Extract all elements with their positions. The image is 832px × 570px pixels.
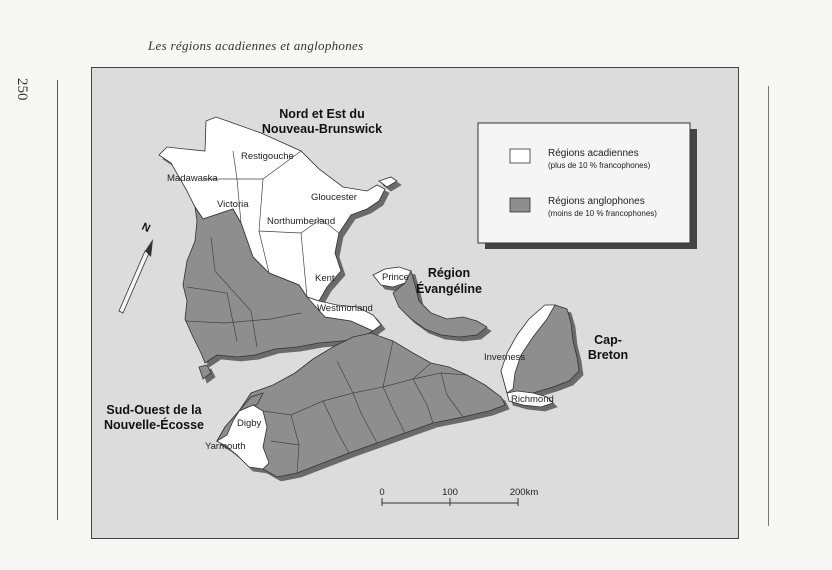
region-label-cap-breton-line2: Breton <box>587 348 629 362</box>
ns-southwest-acadian <box>217 405 269 469</box>
scale-tick-0: 0 <box>379 487 385 498</box>
county-label-digby: Digby <box>237 418 262 429</box>
map-svg <box>92 68 738 538</box>
county-label-northumberland: Northumberland <box>267 216 336 227</box>
north-arrow-label: N <box>139 220 153 236</box>
county-label-madawaska: Madawaska <box>167 173 218 184</box>
county-label-yarmouth: Yarmouth <box>205 441 246 452</box>
region-label-so-ne-line2: Nouvelle-Écosse <box>103 418 205 432</box>
nb-small-island <box>379 177 397 187</box>
legend <box>478 123 697 249</box>
page-number: 250 <box>14 78 30 101</box>
left-rule <box>57 80 58 520</box>
region-label-ne-nb-line2: Nouveau-Brunswick <box>261 122 383 136</box>
north-arrow <box>119 221 153 313</box>
county-label-prince: Prince <box>382 272 409 283</box>
county-label-kent: Kent <box>315 273 335 284</box>
legend-swatch-anglophone <box>510 198 530 212</box>
scale-tick-100: 100 <box>442 487 458 498</box>
county-label-inverness: Inverness <box>484 352 526 363</box>
legend-label-anglophone: Régions anglophones <box>548 196 645 207</box>
legend-label-acadian: Régions acadiennes <box>548 148 639 159</box>
page-header-title: Les régions acadiennes et anglophones <box>148 38 364 53</box>
legend-sublabel-acadian: (plus de 10 % francophones) <box>548 161 651 170</box>
county-label-gloucester: Gloucester <box>311 192 357 203</box>
region-label-ne-nb-line1: Nord et Est du <box>279 107 365 121</box>
ns-mainland-anglophone <box>239 333 505 477</box>
scale-tick-200: 200km <box>509 487 539 498</box>
scale-bar <box>379 487 538 506</box>
region-label-so-ne-line1: Sud-Ouest de la <box>106 403 202 417</box>
nb-grand-manan <box>199 365 211 379</box>
map-frame <box>91 67 739 539</box>
legend-swatch-acadian <box>510 149 530 163</box>
county-label-richmond: Richmond <box>511 394 554 405</box>
region-label-evangeline-line2: Évangéline <box>416 282 482 296</box>
region-label-evangeline-line1: Région <box>427 266 471 280</box>
county-label-restigouche: Restigouche <box>241 151 294 162</box>
region-label-cap-breton-line1: Cap- <box>594 333 622 347</box>
county-label-westmorland: Westmorland <box>317 303 373 314</box>
legend-sublabel-anglophone: (moins de 10 % francophones) <box>548 209 657 218</box>
county-label-victoria: Victoria <box>217 199 249 210</box>
right-rule <box>768 86 769 526</box>
